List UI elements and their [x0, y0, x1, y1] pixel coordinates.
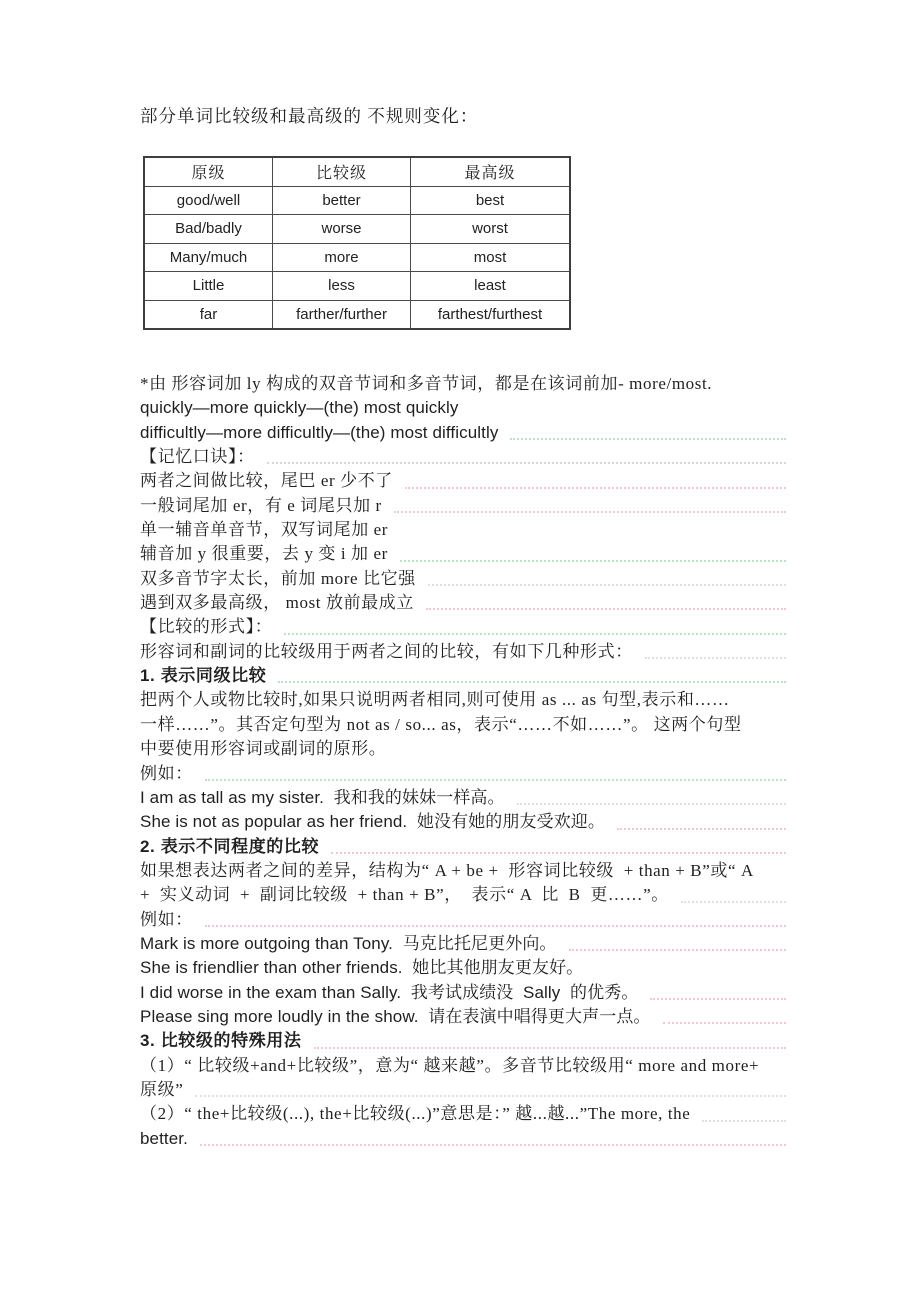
text-line-content: 中要使用形容词或副词的原形。: [140, 739, 387, 759]
table-row: [144, 300, 570, 329]
body-text: [140, 372, 788, 1151]
table-cell: best: [411, 186, 571, 215]
text-line-content: 把两个人或物比较时,如果只说明两者相同,则可使用 as ... as 句型,表示和……: [140, 690, 730, 710]
text-line: [140, 615, 788, 639]
text-line: [140, 372, 788, 396]
dotted-underline-decoration: [200, 1144, 786, 1146]
text-line-content: 例如：: [140, 909, 193, 929]
text-line: [140, 835, 788, 859]
table-header-cell: 最高级: [411, 157, 571, 186]
text-line-content: 1. 表示同级比较: [140, 666, 267, 686]
text-line-content: 例如：: [140, 763, 193, 783]
text-line: [140, 810, 788, 834]
dotted-underline-decoration: [650, 998, 786, 1000]
table-cell: worse: [273, 215, 411, 244]
text-line-content: Mark is more outgoing than Tony. 马克比托尼更外向。: [140, 933, 557, 953]
text-line-content: 两者之间做比较，尾巴 er 少不了: [140, 471, 393, 491]
text-line: [140, 1127, 788, 1151]
text-line: [140, 956, 788, 980]
text-line: [140, 1102, 788, 1126]
table-cell: Bad/badly: [144, 215, 273, 244]
table-cell: least: [411, 272, 571, 301]
text-line-content: I am as tall as my sister. 我和我的妹妹一样高。: [140, 787, 505, 807]
text-line: [140, 640, 788, 664]
table-cell: Little: [144, 272, 273, 301]
table-row: [144, 243, 570, 272]
text-line: [140, 713, 788, 737]
table-row: [144, 215, 570, 244]
text-line-content: She is friendlier than other friends. 她比其他朋友更友好。: [140, 958, 584, 978]
text-line-content: 如果想表达两者之间的差异，结构为“ A + be + 形容词比较级 + than + B”或“ A: [140, 860, 754, 880]
text-line: [140, 591, 788, 615]
dotted-underline-decoration: [195, 1095, 786, 1097]
text-line-content: （1）“ 比较级+and+比较级”，意为“ 越来越”。多音节比较级用“ more and more+: [140, 1055, 760, 1075]
text-line-content: I did worse in the exam than Sally. 我考试成绩没 Sally 的优秀。: [140, 982, 639, 1002]
dotted-underline-decoration: [331, 852, 786, 854]
dotted-underline-decoration: [267, 462, 786, 464]
dotted-underline-decoration: [428, 584, 786, 586]
table-header-row: [144, 157, 570, 186]
text-line-content: better.: [140, 1128, 188, 1148]
dotted-underline-decoration: [205, 779, 786, 781]
text-line: [140, 1054, 788, 1078]
dotted-underline-decoration: [681, 901, 786, 903]
text-line: [140, 567, 788, 591]
text-line: [140, 908, 788, 932]
dotted-underline-decoration: [569, 949, 786, 951]
text-line: [140, 396, 788, 420]
text-line: [140, 494, 788, 518]
table-cell: less: [273, 272, 411, 301]
table-cell: worst: [411, 215, 571, 244]
dotted-underline-decoration: [205, 925, 786, 927]
table-cell: most: [411, 243, 571, 272]
table-cell: farthest/furthest: [411, 300, 571, 329]
table-header-cell: 比较级: [273, 157, 411, 186]
text-line-content: 形容词和副词的比较级用于两者之间的比较，有如下几种形式：: [140, 641, 633, 661]
text-line: [140, 421, 788, 445]
page-title: 部分单词比较级和最高级的 不规则变化：: [140, 106, 479, 126]
dotted-underline-decoration: [314, 1047, 786, 1049]
text-line-content: 【记忆口诀】：: [140, 447, 255, 467]
text-line-content: 遇到双多最高级， most 放前最成立: [140, 593, 414, 613]
text-line: [140, 445, 788, 469]
text-line: [140, 469, 788, 493]
dotted-underline-decoration: [517, 803, 786, 805]
dotted-underline-decoration: [702, 1120, 786, 1122]
table-cell: farther/further: [273, 300, 411, 329]
text-line-content: 一般词尾加 er，有 e 词尾只加 r: [140, 495, 382, 515]
dotted-underline-decoration: [510, 438, 786, 440]
text-line: [140, 518, 788, 542]
text-line-content: 2. 表示不同程度的比较: [140, 836, 320, 856]
dotted-underline-decoration: [645, 657, 786, 659]
text-line-content: 一样……”。其否定句型为 not as / so... as，表示“……不如……”。 这两个句型: [140, 714, 742, 734]
dotted-underline-decoration: [278, 681, 786, 683]
dotted-underline-decoration: [284, 633, 786, 635]
dotted-underline-decoration: [663, 1022, 786, 1024]
text-line-content: She is not as popular as her friend. 她没有她的朋友受欢迎。: [140, 812, 606, 832]
text-line: [140, 1005, 788, 1029]
text-line-content: （2）“ the+比较级(...), the+比较级(...)”意思是：” 越...越...”The more, the: [140, 1104, 691, 1124]
text-line-content: 3. 比较级的特殊用法: [140, 1031, 302, 1051]
text-line-content: quickly—more quickly—(the) most quickly: [140, 398, 459, 418]
text-line-content: 辅音加 y 很重要，去 y 变 i 加 er: [140, 544, 388, 564]
table-row: [144, 272, 570, 301]
dotted-underline-decoration: [394, 511, 786, 513]
dotted-underline-decoration: [405, 487, 786, 489]
text-line: [140, 981, 788, 1005]
text-line-content: *由 形容词加 ly 构成的双音节词和多音节词，都是在该词前加- more/most.: [140, 374, 713, 393]
text-line: [140, 688, 788, 712]
text-line: [140, 859, 788, 883]
table-header-cell: 原级: [144, 157, 273, 186]
table-cell: Many/much: [144, 243, 273, 272]
text-line-content: 单一辅音单音节，双写词尾加 er: [140, 520, 389, 540]
text-line-content: 【比较的形式】：: [140, 617, 273, 637]
text-line-content: Please sing more loudly in the show. 请在表演中唱得更大声一点。: [140, 1006, 651, 1026]
text-line: [140, 1078, 788, 1102]
table-row: [144, 186, 570, 215]
text-line: [140, 762, 788, 786]
dotted-underline-decoration: [400, 560, 786, 562]
table-body: [144, 186, 570, 329]
table-cell: better: [273, 186, 411, 215]
text-line-content: + 实义动词 + 副词比较级 + than + B”， 表示“ A 比 B 更……”。: [140, 885, 669, 905]
text-line-content: 原级”: [140, 1079, 184, 1099]
text-line: [140, 542, 788, 566]
text-line: [140, 786, 788, 810]
irregular-forms-table: [143, 156, 571, 330]
table-cell: far: [144, 300, 273, 329]
text-line: [140, 883, 788, 907]
dotted-underline-decoration: [617, 828, 786, 830]
text-line-content: 双多音节字太长，前加 more 比它强: [140, 568, 416, 588]
dotted-underline-decoration: [426, 608, 786, 610]
table-cell: more: [273, 243, 411, 272]
text-line-content: difficultly—more difficultly—(the) most difficultly: [140, 422, 499, 442]
text-line: [140, 1029, 788, 1053]
text-line: [140, 664, 788, 688]
text-line: [140, 932, 788, 956]
text-line: [140, 737, 788, 761]
table-cell: good/well: [144, 186, 273, 215]
